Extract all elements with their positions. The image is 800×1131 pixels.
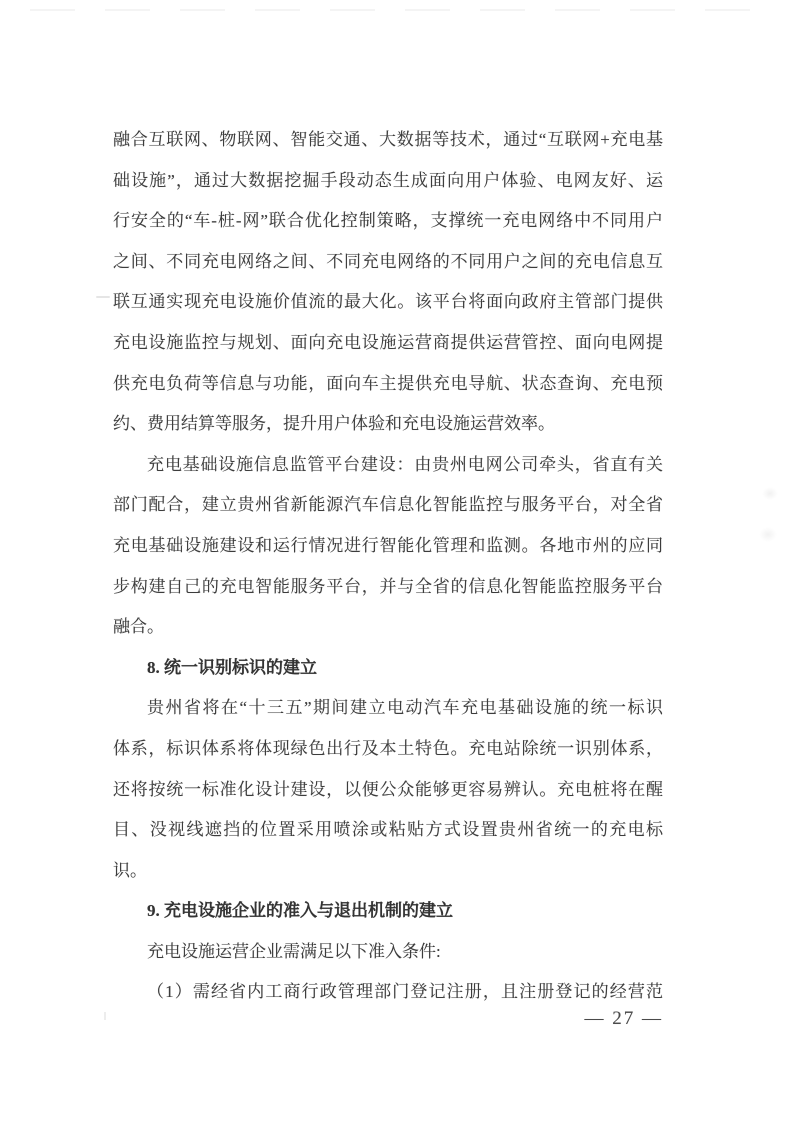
text-line: 约、费用结算等服务，提升用户体验和充电设施运营效率。 [113,414,555,434]
paragraph-unified-logo [113,688,663,891]
paragraph-monitoring-platform [113,445,663,648]
paragraph-condition-1 [113,972,663,1013]
heading-section-9: 9. 充电设施企业的准入与退出机制的建立 [147,901,453,921]
text-line: 础设施”，通过大数据挖掘手段动态生成面向用户体验、电网友好、运 [113,170,663,190]
text-line: 融合。 [113,617,164,637]
text-line: 充电设施监控与规划、面向充电设施运营商提供运营管控、面向电网提 [113,332,663,352]
text-line: 供充电负荷等信息与功能，面向车主提供充电导航、状态查询、充电预 [113,373,663,393]
scan-artifact-left-dash [96,296,110,298]
text-line: 行安全的“车-桩-网”联合优化控制策略，支撑统一充电网络中不同用户 [113,211,663,231]
text-line: 目、没视线遮挡的位置采用喷涂或粘贴方式设置贵州省统一的充电标 [113,820,663,840]
text-line: 联互通实现充电设施价值流的最大化。该平台将面向政府主管部门提供 [113,292,663,312]
text-line: （1）需经省内工商行政管理部门登记注册，且注册登记的经营范 [147,982,663,1002]
text-line: 贵州省将在“十三五”期间建立电动汽车充电基础设施的统一标识 [147,698,663,718]
heading-section-8: 8. 统一识别标识的建立 [147,657,317,677]
paragraph-entry-conditions [113,932,663,973]
scan-artifact-right-ghost-2 [759,527,777,542]
text-line: 还将按统一标准化设计建设，以便公众能够更容易辨认。充电桩将在醒 [113,779,663,799]
text-line: 识。 [113,860,147,880]
text-line: 充电基础设施建设和运行情况进行智能化管理和监测。各地市州的应同 [113,535,663,555]
text-line: 体系，标识体系将体现绿色出行及本土特色。充电站除统一识别体系， [113,738,663,758]
page-number: — 27 — [584,1008,663,1029]
text-line: 充电基础设施信息监管平台建设：由贵州电网公司牵头，省直有关 [147,454,663,474]
text-line: 充电设施运营企业需满足以下准入条件: [147,941,441,961]
scan-artifact-top-line [30,9,770,11]
scan-artifact-bottom-tick [104,1012,106,1020]
text-line: 之间、不同充电网络之间、不同充电网络的不同用户之间的充电信息互 [113,251,663,271]
paragraph-internet-integration [113,120,663,445]
text-line: 部门配合，建立贵州省新能源汽车信息化智能监控与服务平台，对全省 [113,495,663,515]
text-line: 融合互联网、物联网、智能交通、大数据等技术，通过“互联网+充电基 [113,130,663,149]
scan-artifact-right-ghost-1 [762,487,778,500]
text-column [113,120,663,1013]
text-line: 步构建自己的充电智能服务平台，并与全省的信息化智能监控服务平台 [113,576,663,596]
